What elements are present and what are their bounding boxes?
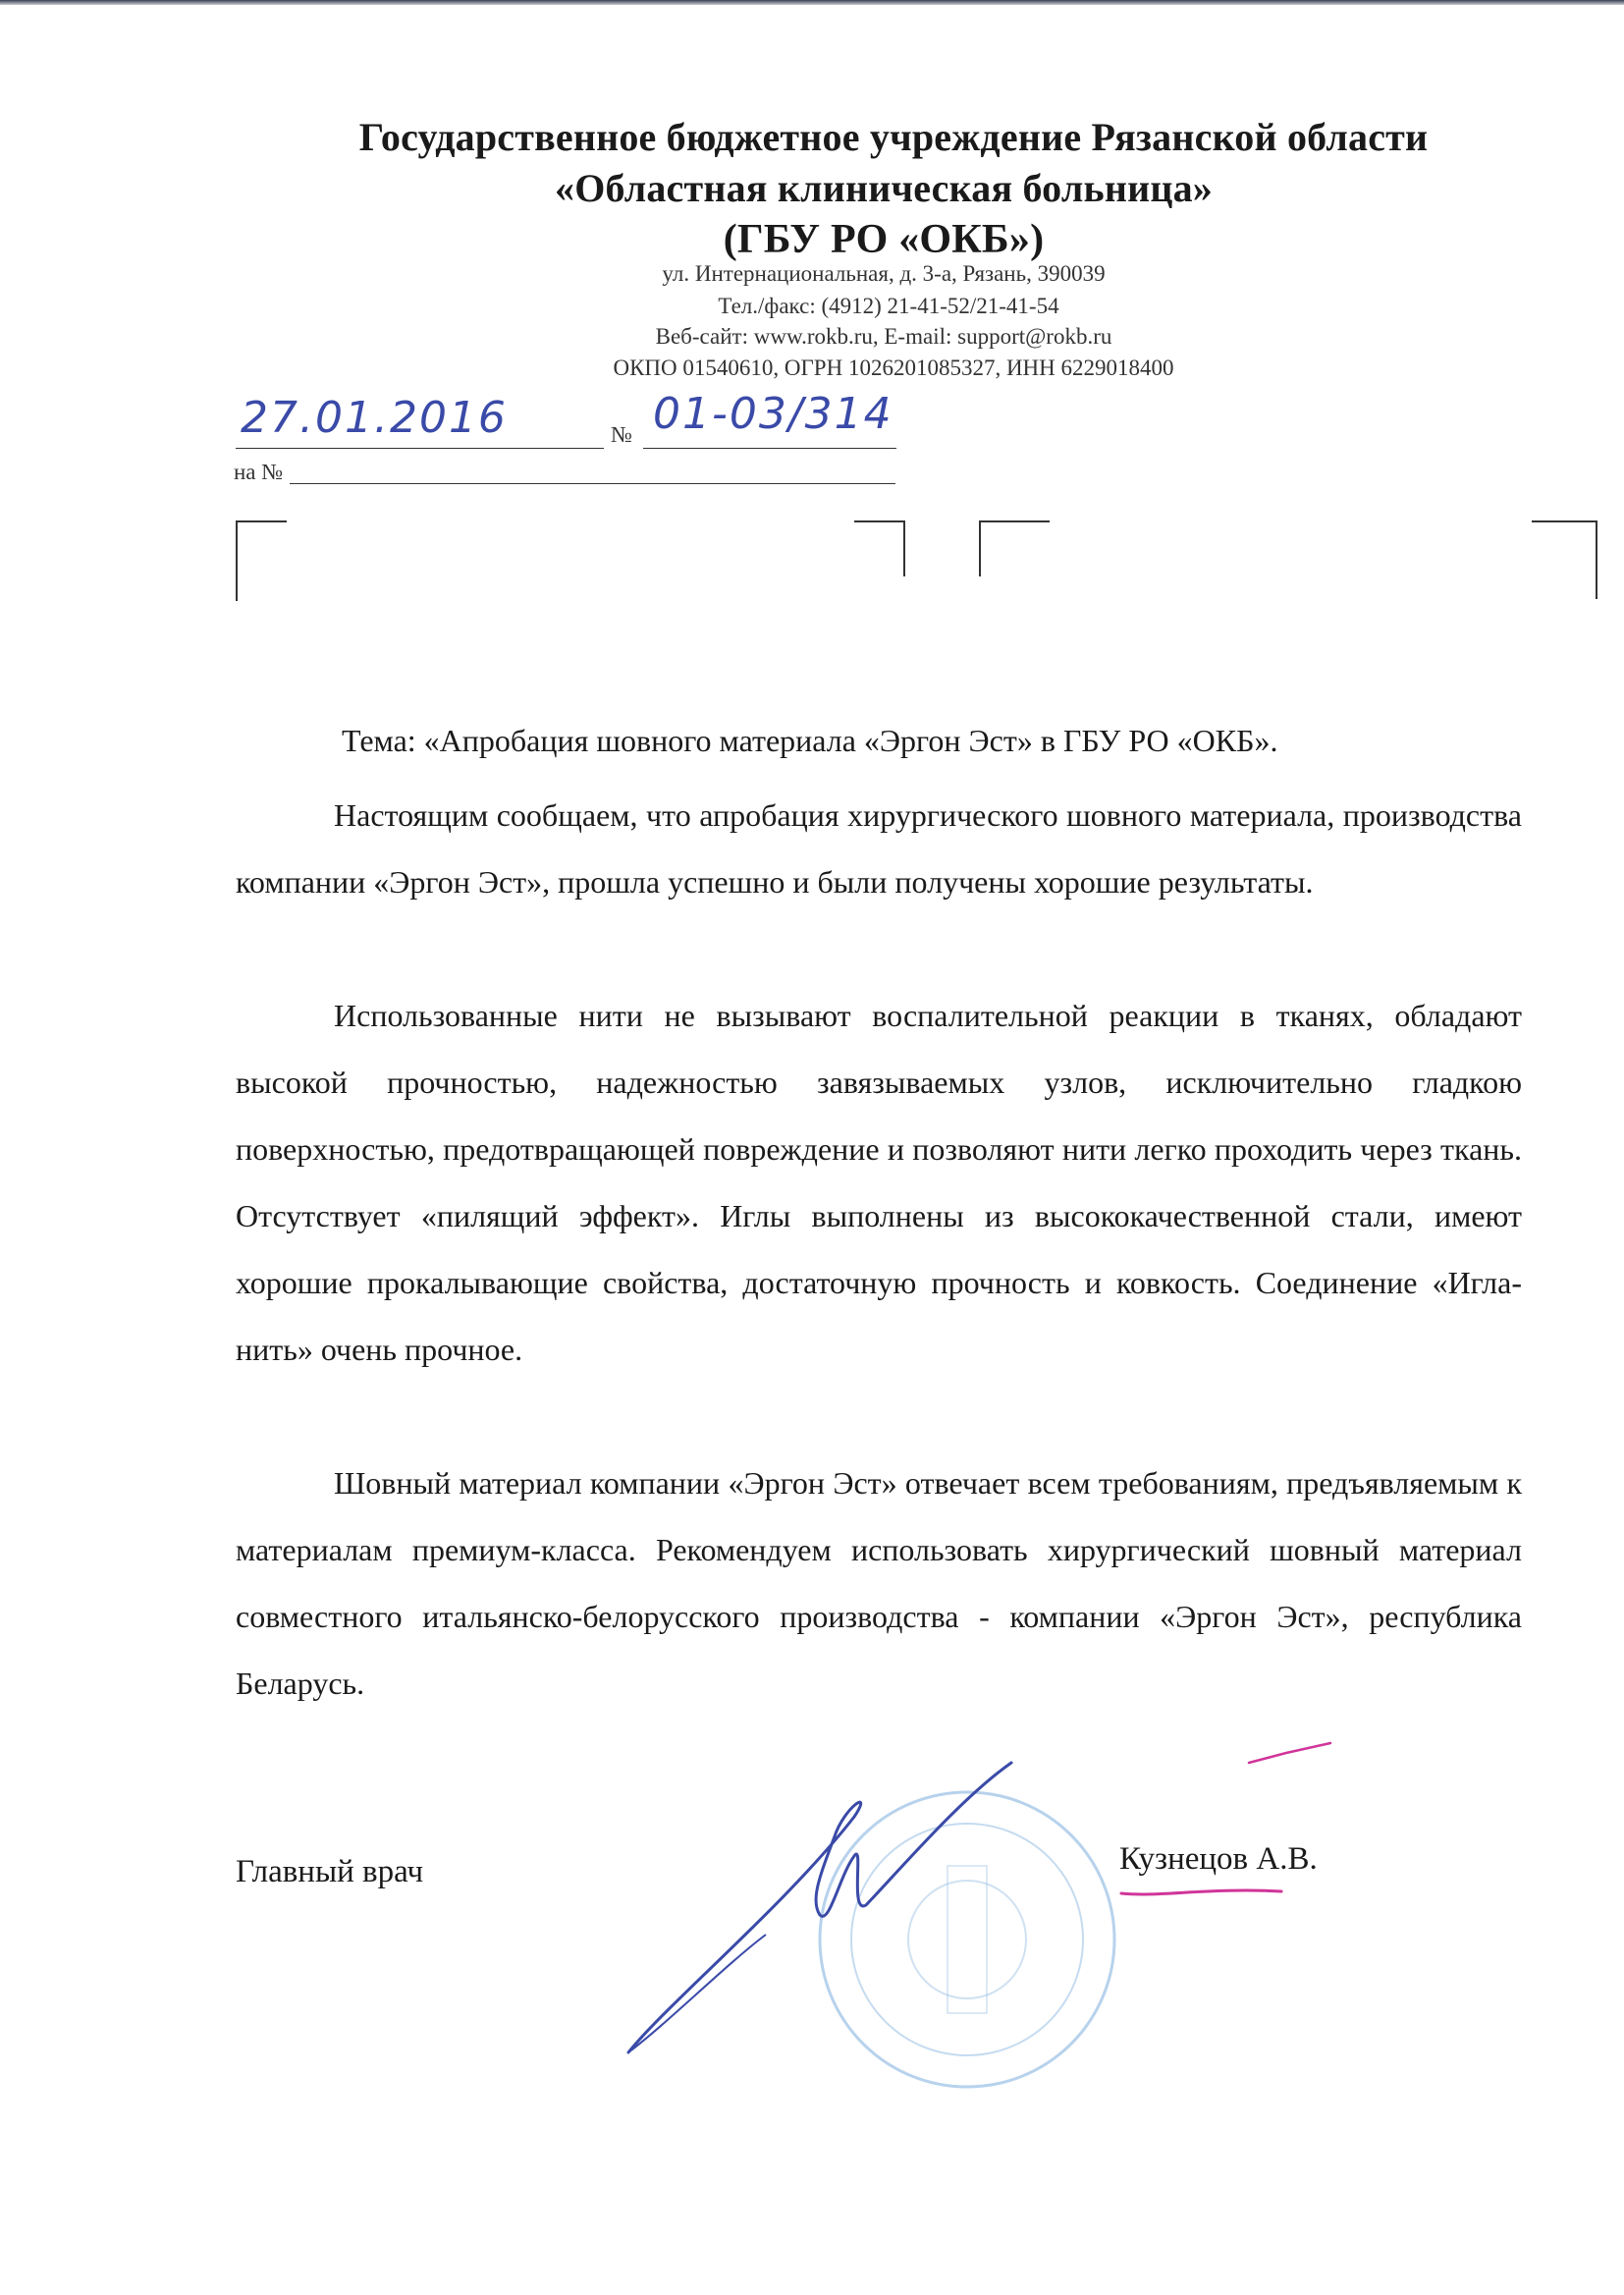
handwritten-number: 01-03/314 — [653, 389, 893, 439]
org-web: Веб-сайт: www.rokb.ru, E-mail: support@rokb.ru — [655, 324, 1112, 349]
handwritten-date: 27.01.2016 — [241, 393, 508, 443]
address-field-corner-tl — [236, 520, 287, 601]
org-name-line-2: «Областная клиническая больница» — [555, 166, 1213, 210]
number-label: № — [611, 422, 632, 447]
body-paragraph-2: Использованные нити не вызывают воспалительной реакции в тканях, обладают высокой прочностью, надежностью завязываемых узлов, исключительно гладкою поверхностью, предотвращающей повреждение и позволяют нити легко проходить через ткань. Отсутствует «пилящий эффект». Иглы выполнены из высококачественной стали, имеют хорошие прокалывающие свойства, достаточную прочность и ковкость. Соединение «Игла-нить» очень прочное. — [236, 998, 1522, 1367]
address-field-corner-tr — [854, 520, 905, 576]
number-underline — [643, 448, 896, 449]
signatory-position: Главный врач — [236, 1854, 424, 1889]
handwritten-signature — [609, 1758, 1031, 2062]
org-abbreviation: (ГБУ РО «ОКБ») — [723, 217, 1045, 262]
org-address: ул. Интернациональная, д. 3-а, Рязань, 390039 — [662, 261, 1106, 286]
date-underline — [236, 448, 604, 449]
reply-number-underline — [290, 483, 895, 484]
recipient-field-corner-tr — [1532, 520, 1597, 599]
name-underline-marker — [1119, 1882, 1286, 1901]
marker-stroke — [1247, 1738, 1335, 1768]
signatory-name: Кузнецов А.В. — [1119, 1841, 1318, 1877]
scan-edge — [0, 0, 1624, 5]
org-codes: ОКПО 01540610, ОГРН 1026201085327, ИНН 6229018400 — [613, 355, 1174, 380]
body-paragraph-3: Шовный материал компании «Эргон Эст» отвечает всем требованиям, предъявляемым к материалам премиум-класса. Рекомендуем использовать хирургический шовный материал совместного итальянско-белорусского производства - компании «Эргон Эст», республика Беларусь. — [236, 1465, 1522, 1701]
org-name-line-1: Государственное бюджетное учреждение Рязанской области — [358, 115, 1429, 159]
reply-number-label: на № — [234, 460, 284, 484]
recipient-field-corner-tl — [979, 520, 1050, 576]
org-phone: Тел./факс: (4912) 21-41-52/21-41-54 — [718, 294, 1059, 318]
letter-subject: Тема: «Апробация шовного материала «Эргон Эст» в ГБУ РО «ОКБ». — [342, 723, 1278, 758]
body-paragraph-1: Настоящим сообщаем, что апробация хирургического шовного материала, производства компании «Эргон Эст», прошла успешно и были получены хорошие результаты. — [236, 797, 1522, 900]
